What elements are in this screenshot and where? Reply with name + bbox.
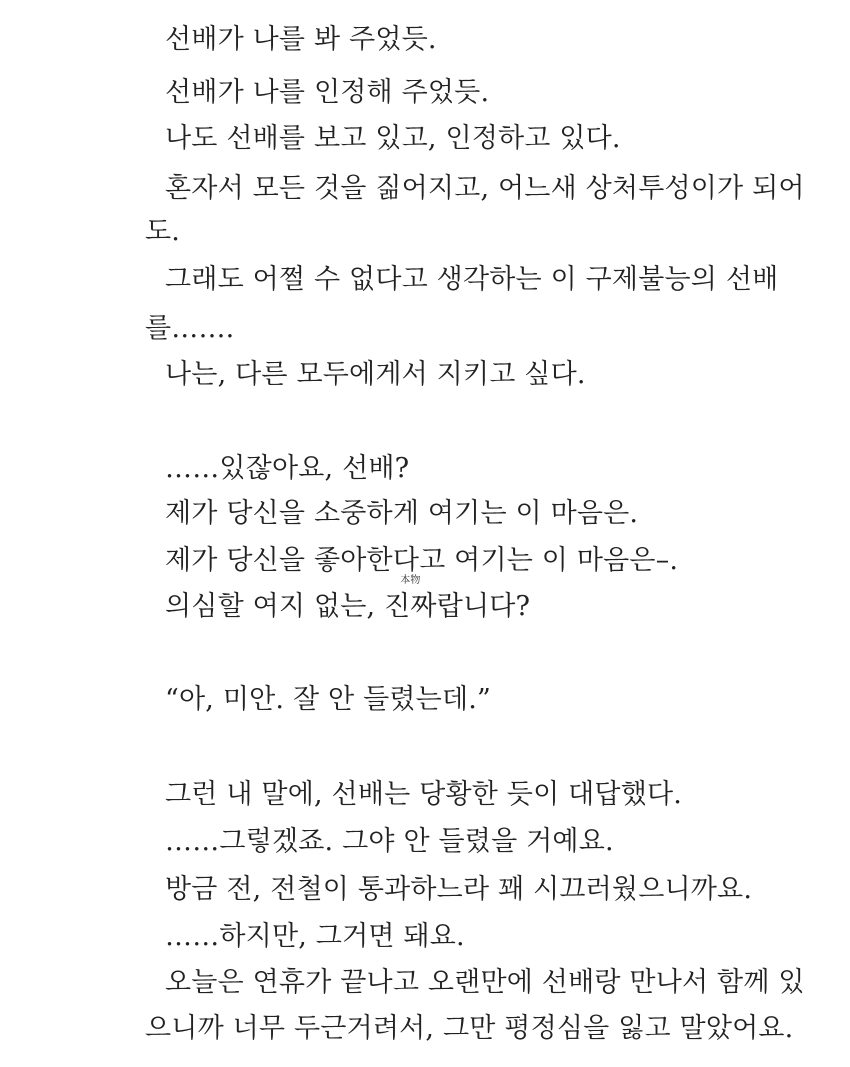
ruby-annotation: 本物 <box>400 575 421 586</box>
text-line: 제가 당신을 소중하게 여기는 이 마음은. <box>165 498 639 529</box>
ruby-base: 진짜 <box>384 591 437 622</box>
text-line: 선배가 나를 인정해 주었듯. <box>165 77 490 108</box>
text-line: ……하지만, 그거면 돼요. <box>165 921 465 952</box>
dialogue-line: “아, 미안. 잘 안 들렸는데.” <box>165 684 492 715</box>
text-line: 도. <box>145 216 181 247</box>
text-line: ……있잖아요, 선배? <box>165 453 410 484</box>
ruby-annotated-word <box>384 575 437 624</box>
text-line: 제가 당신을 좋아한다고 여기는 이 마음은–. <box>165 545 679 576</box>
text-line: 그래도 어쩔 수 없다고 생각하는 이 구제불능의 선배 <box>165 264 779 295</box>
text-line: 방금 전, 전철이 통과하느라 꽤 시끄러웠으니까요. <box>165 874 753 905</box>
text-line: 혼자서 모든 것을 짊어지고, 어느새 상처투성이가 되어 <box>165 173 805 204</box>
text-line: 나도 선배를 보고 있고, 인정하고 있다. <box>165 123 621 154</box>
text-line: 를……. <box>145 313 235 344</box>
text-line: 나는, 다른 모두에게서 지키고 싶다. <box>165 359 586 390</box>
text-line: ……그렇겠죠. 그야 안 들렸을 거예요. <box>165 826 614 857</box>
ruby-line-before: 의심할 여지 없는, <box>165 591 385 622</box>
text-line: 으니까 너무 두근거려서, 그만 평정심을 잃고 말았어요. <box>145 1013 794 1044</box>
ruby-text-line <box>145 575 755 624</box>
text-line: 선배가 나를 봐 주었듯. <box>165 24 437 55</box>
ruby-line-after: 랍니다? <box>436 591 531 622</box>
text-line: 오늘은 연휴가 끝나고 오랜만에 선배랑 만나서 함께 있 <box>165 967 805 998</box>
text-line: 그런 내 말에, 선배는 당황한 듯이 대답했다. <box>165 779 683 810</box>
